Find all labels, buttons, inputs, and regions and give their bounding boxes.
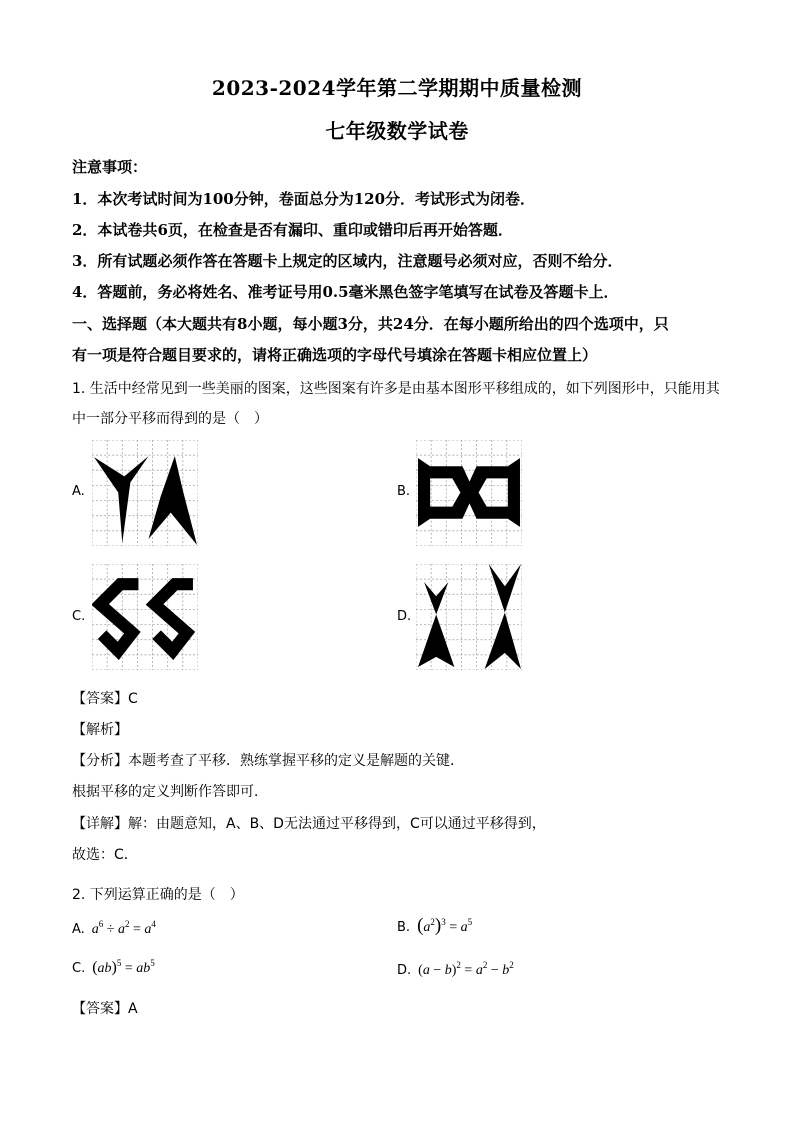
q1-analysis-1: 【分析】本题考查了平移．熟练掌握平移的定义是解题的关键． — [72, 753, 464, 769]
q1-option-c-label: C. — [72, 609, 86, 624]
q1-option-d-figure — [416, 564, 522, 670]
q1-detail: 【详解】解：由题意知，A、B、D无法通过平移得到，C可以通过平移得到， — [72, 816, 546, 832]
q2-option-d-label: D. — [397, 963, 412, 978]
q2-option-b: B. $(a^2)^3 = a^5$ — [397, 915, 473, 936]
q1-option-d-label: D. — [397, 609, 412, 624]
q1-option-a-figure — [92, 440, 198, 546]
notice-item-3: 3．所有试题必须作答在答题卡上规定的区域内，注意题号必须对应，否则不给分． — [72, 252, 623, 270]
q1-stem-line2: 中一部分平移而得到的是（ ） — [72, 411, 268, 427]
q2-option-b-label: B. — [397, 920, 411, 935]
notice-item-2: 2．本试卷共6页，在检查是否有漏印、重印或错印后再开始答题． — [72, 221, 513, 239]
notice-item-1: 1．本次考试时间为100分钟，卷面总分为120分．考试形式为闭卷． — [72, 190, 536, 208]
notice-item-4: 4．答题前，务必将姓名、准考证号用0.5毫米黑色签字笔填写在试卷及答题卡上． — [72, 283, 619, 301]
notice-heading: 注意事项： — [72, 158, 148, 176]
q2-option-a-label: A. — [72, 922, 85, 937]
q1-option-b-label: B. — [397, 484, 411, 499]
q1-analysis-label: 【解析】 — [72, 722, 128, 738]
q1-option-b-figure — [416, 440, 522, 546]
q2-option-a: A. $a^6 \div a^2 = a^4$ — [72, 919, 156, 937]
q1-option-c-figure — [92, 564, 198, 670]
q1-conclusion: 故选：C． — [72, 847, 138, 863]
exam-title: 2023-2024学年第二学期期中质量检测 — [211, 76, 583, 100]
section1-heading-line1: 一、选择题（本大题共有8小题，每小题3分，共24分．在每小题所给出的四个选项中，只 — [72, 315, 669, 333]
q2-stem: 2. 下列运算正确的是（ ） — [72, 887, 244, 903]
q1-analysis-2: 根据平移的定义判断作答即可． — [72, 784, 268, 800]
q2-option-c-label: C. — [72, 961, 86, 976]
q2-option-c: C. $(ab)^5 = ab^5$ — [72, 958, 155, 976]
q1-answer: 【答案】C — [72, 691, 138, 707]
section1-heading-line2: 有一项是符合题目要求的，请将正确选项的字母代号填涂在答题卡相应位置上） — [72, 346, 598, 364]
exam-subtitle: 七年级数学试卷 — [325, 119, 469, 143]
q2-option-d: D. $(a - b)^2 = a^2 - b^2$ — [397, 960, 514, 978]
q1-option-a-label: A. — [72, 484, 85, 499]
q2-answer: 【答案】A — [72, 1001, 138, 1017]
q1-stem-line1: 1. 生活中经常见到一些美丽的图案，这些图案有许多是由基本图形平移组成的，如下列图形中，只能用其 — [72, 381, 720, 397]
